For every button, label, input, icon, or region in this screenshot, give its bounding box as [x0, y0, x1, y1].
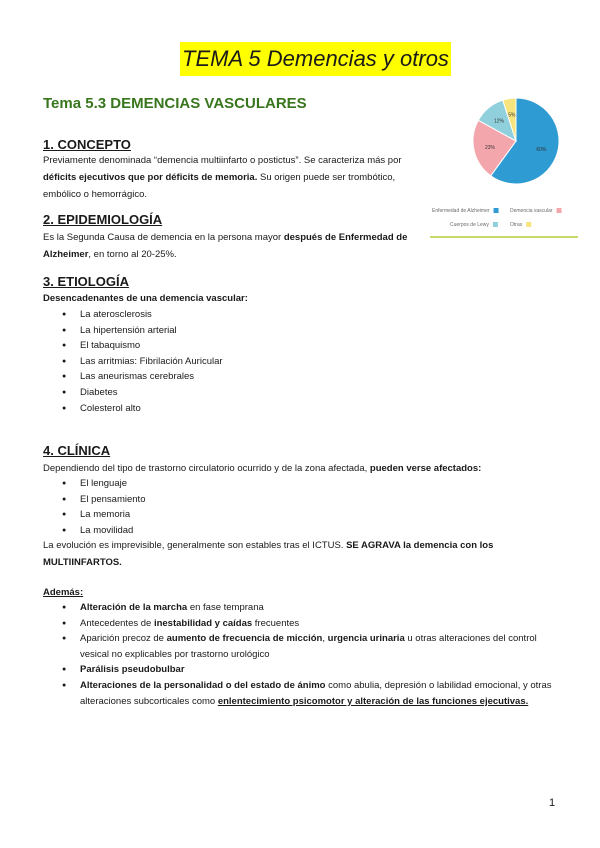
- page-title: TEMA 5 Demencias y otros: [180, 42, 451, 76]
- ademas-bold: Además:: [43, 587, 84, 598]
- clinica-heading: 4. CLÍNICA: [43, 443, 111, 458]
- legend-swatch: [557, 208, 562, 213]
- ademas-label: [43, 584, 423, 601]
- ademas-4-bold: Parálisis pseudobulbar: [80, 664, 185, 676]
- list-item: [62, 662, 562, 678]
- clinica-list: [62, 476, 145, 538]
- list-item: [62, 616, 562, 632]
- concepto-text-1: Previamente denominada “demencia multiinfarto o postictus”. Se caracteriza más por: [43, 155, 402, 166]
- ademas-1-text: en fase temprana: [187, 602, 264, 613]
- epidemiologia-bold-1: después de Enfermedad de Alzheimer: [43, 232, 408, 260]
- epidemiologia-text-1: Es la Segunda Causa de demencia en la persona mayor: [43, 232, 284, 243]
- epidemiologia-heading: 2. EPIDEMIOLOGÍA: [43, 212, 163, 227]
- pie-slice-label: 12%: [493, 118, 505, 125]
- concepto-heading: 1. CONCEPTO: [43, 137, 131, 152]
- legend-label: Demencia vascular: [510, 208, 553, 214]
- ademas-5-underline: enlentecimiento psicomotor y alteración de las funciones ejecutivas.: [217, 695, 529, 707]
- clinica-evolucion: [43, 537, 513, 571]
- list-item: [62, 600, 562, 616]
- clinica-intro: [43, 460, 543, 477]
- list-item: [62, 678, 562, 725]
- ademas-3-bold-2: urgencia urinaria: [327, 633, 405, 645]
- ademas-2-text-2: frecuentes: [252, 617, 300, 629]
- ademas-3-text-3: u otras alteraciones del control vesical no explicables por trastorno urológico: [80, 633, 537, 660]
- ademas-3-text: Aparición precoz de: [80, 633, 167, 645]
- ademas-5-text: como abulia, depresión o labilidad emocional, y otras alteraciones subcorticales como: [80, 679, 552, 707]
- clinica-intro-bold: pueden verse afectados:: [369, 463, 482, 474]
- list-item: ● La movilidad: [62, 523, 145, 539]
- ademas-5-bold: Alteraciones de la personalidad o del estado de ánimo: [80, 679, 326, 691]
- concepto-text-2: Su origen puede ser trombótico, embólico o hemorrágico.: [43, 172, 396, 200]
- list-item: ● El tabaquismo: [62, 338, 223, 354]
- chart-divider: [430, 236, 578, 238]
- ademas-list: [62, 600, 562, 725]
- etiologia-intro: [43, 290, 543, 307]
- list-item: ● Diabetes: [62, 385, 223, 401]
- legend-swatch: [493, 222, 498, 227]
- epidemiologia-text-2: , en torno al 20-25%.: [88, 249, 177, 260]
- pie-slice-label: 5%: [508, 112, 516, 119]
- pie-chart: [426, 98, 584, 236]
- section-title: Tema 5.3 DEMENCIAS VASCULARES: [43, 95, 307, 112]
- list-item: ● Las arritmias: Fibrilación Auricular: [62, 354, 223, 370]
- list-item: ● El lenguaje: [62, 476, 145, 492]
- legend-swatch: [494, 208, 499, 213]
- clinica-intro-text: Dependiendo del tipo de trastorno circulatorio ocurrido y de la zona afectada,: [43, 463, 370, 474]
- list-item: ● Las aneurismas cerebrales: [62, 369, 223, 385]
- legend-swatch: [526, 222, 531, 227]
- list-item: [62, 631, 562, 662]
- ademas-3-text-2: ,: [322, 633, 328, 645]
- legend-label: Otras: [510, 222, 523, 228]
- clinica-evol-text: La evolución es imprevisible, generalmente son estables tras el ICTUS.: [43, 540, 347, 551]
- list-item: ● El pensamiento: [62, 492, 145, 508]
- ademas-2-text: Antecedentes de: [80, 617, 154, 629]
- clinica-evol-bold: SE AGRAVA la demencia con los MULTIINFARTOS.: [43, 540, 494, 568]
- ademas-3-bold: aumento de frecuencia de micción: [166, 633, 323, 645]
- epidemiologia-paragraph: [43, 229, 423, 263]
- etiologia-heading: 3. ETIOLOGÍA: [43, 274, 129, 289]
- pie-slice-label: 23%: [484, 144, 495, 151]
- list-item: ● La hipertensión arterial: [62, 323, 223, 339]
- concepto-bold-1: déficits ejecutivos que por déficits de memoria.: [43, 172, 258, 183]
- etiologia-intro-bold: Desencadenantes de una demencia vascular:: [43, 293, 248, 304]
- ademas-2-bold: inestabilidad y caídas: [153, 617, 253, 629]
- list-item: ● La memoria: [62, 507, 145, 523]
- pie-slice-label: 60%: [536, 147, 547, 154]
- ademas-1-bold: Alteración de la marcha: [80, 602, 188, 613]
- list-item: ● La aterosclerosis: [62, 307, 223, 323]
- legend-label: Enfermedad de Alzheimer: [432, 208, 490, 214]
- page-number: 1: [549, 797, 556, 809]
- list-item: ● Colesterol alto: [62, 401, 223, 417]
- etiologia-list: [62, 307, 223, 416]
- legend-label: Cuerpos de Lewy: [450, 222, 489, 228]
- concepto-paragraph: [43, 152, 423, 203]
